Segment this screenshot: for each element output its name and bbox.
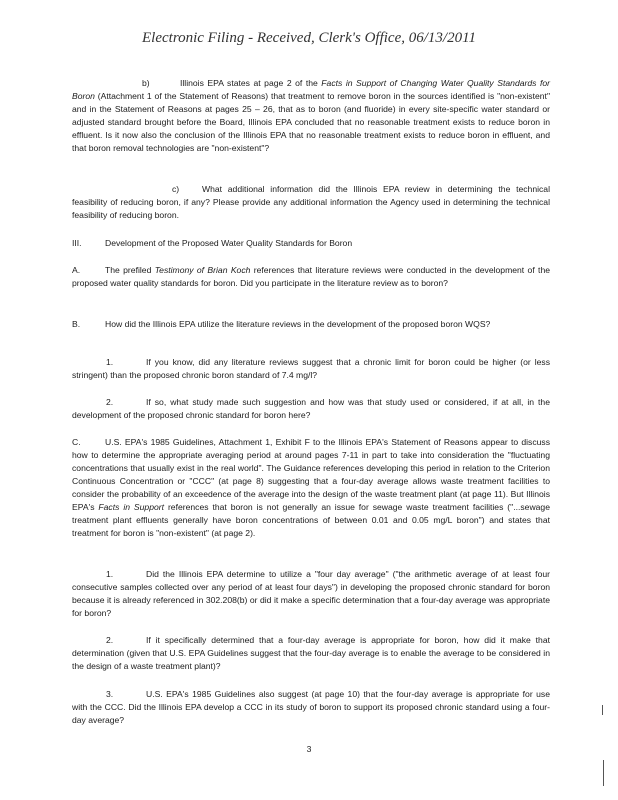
paragraph-c-text: What additional information did the Illinois EPA review in determining the technical feasibility of reducing boron, if any? Please provide any additional information the Agency used in determining the technical feasibility of reducing boron. xyxy=(72,184,550,220)
label-B2: 2. xyxy=(106,397,114,407)
paragraph-C1-text: Did the Illinois EPA determine to utilize a "four day average" ("the arithmetic average of at least four consecutive samples collected over any period of at least four days") in developing the proposed chronic standard for boron because it is already referenced in 302.208(b) or did it make a specific determination that a four-day average was appropriate for boron? xyxy=(72,569,550,618)
filing-header: Electronic Filing - Received, Clerk's Office, 06/13/2011 xyxy=(142,30,476,46)
scan-mark xyxy=(603,760,604,786)
label-b: b) xyxy=(142,78,150,88)
label-C2: 2. xyxy=(106,635,114,645)
label-A: A. xyxy=(72,265,81,275)
paragraph-C3-text: U.S. EPA's 1985 Guidelines also suggest (at page 10) that the four-day average is appropriate for use with the CCC. Did the Illinois EPA develop a CCC in its study of boron to support its proposed chronic standard using a four-day average? xyxy=(72,689,550,725)
paragraph-A-text-after: references that literature reviews were conducted in the development of the proposed water quality standards for boron. Did you participate in the literature review as to boron? xyxy=(72,265,550,288)
label-C3: 3. xyxy=(106,689,114,699)
paragraph-c xyxy=(72,183,550,222)
scan-mark xyxy=(602,705,603,715)
paragraph-b-text-before: Illinois EPA states at page 2 of the xyxy=(180,78,322,88)
paragraph-B2 xyxy=(72,396,550,422)
paragraph-b-text-after: (Attachment 1 of the Statement of Reasons) that treatment to remove boron in the sources identified is "non-existent" and in the Statement of Reasons at pages 25 – 26, that as to boron (and fluoride) in every site-specific water standard or adjusted standard brought before the Board, Illinois EPA concluded that no reasonable treatment exists to reduce boron in effluent. Is it now also the conclusion of the Illinois EPA that no reasonable treatment exists to reduce boron in effluent, and that boron removal technologies are "non-existent"? xyxy=(72,91,550,153)
paragraph-B1-text: If you know, did any literature reviews suggest that a chronic limit for boron could be higher (or less stringent) than the proposed chronic boron standard of 7.4 mg/l? xyxy=(72,357,550,380)
paragraph-A-title: Testimony of Brian Koch xyxy=(154,265,251,275)
label-section-3: III. xyxy=(72,238,82,248)
paragraph-B-text: How did the Illinois EPA utilize the literature reviews in the development of the proposed boron WQS? xyxy=(105,319,491,329)
paragraph-C1 xyxy=(72,568,550,620)
label-c: c) xyxy=(172,184,180,194)
paragraph-b xyxy=(72,77,550,155)
paragraph-B2-text: If so, what study made such suggestion and how was that study used or considered, if at all, in the development of the proposed chronic standard for boron here? xyxy=(72,397,550,420)
paragraph-A-text-before: The prefiled xyxy=(105,265,155,275)
paragraph-C xyxy=(72,436,550,540)
paragraph-A xyxy=(72,264,550,290)
page-number: 3 xyxy=(306,744,312,754)
section-heading-3 xyxy=(72,237,550,250)
paragraph-C-text-before: U.S. EPA's 1985 Guidelines, Attachment 1, Exhibit F to the Illinois EPA's Statement of Reasons appear to discuss how to determine the appropriate averaging period at around pages 7-11 in part to take into consideration the "fluctuating concentrations that usually exist in the real world". The Guidance references developing this period in relation to the Criterion Continuous Concentration or "CCC" (at page 8) suggesting that a four-day average allows waste treatment facilities to consider the probability of an exceedence of the average into the design of the waste treatment plant (at page 11). But Illinois EPA's xyxy=(72,437,550,512)
paragraph-C2 xyxy=(72,634,550,673)
label-B1: 1. xyxy=(106,357,114,367)
paragraph-C-text-after: references that boron is not generally an issue for sewage waste treatment facilities ("...sewage treatment plant effluents generally have boron concentrations of between 0.01 and 0.05 mg/L boron") and states that treatment for boron is "non-existent" (at page 2). xyxy=(72,502,550,538)
label-C: C. xyxy=(72,437,81,447)
paragraph-B xyxy=(72,318,550,331)
paragraph-B1 xyxy=(72,356,550,382)
label-B: B. xyxy=(72,319,81,329)
paragraph-b-title: Facts in Support of Changing Water Quality Standards for Boron xyxy=(72,78,550,101)
label-C1: 1. xyxy=(106,569,114,579)
paragraph-C3 xyxy=(72,688,550,727)
section-3-title: Development of the Proposed Water Quality Standards for Boron xyxy=(105,238,353,248)
paragraph-C2-text: If it specifically determined that a four-day average is appropriate for boron, how did it make that determination (given that U.S. EPA Guidelines suggest that the four-day average is to enable the average to be considered in the design of a waste treatment plant)? xyxy=(72,635,550,671)
paragraph-C-title: Facts in Support xyxy=(98,502,165,512)
